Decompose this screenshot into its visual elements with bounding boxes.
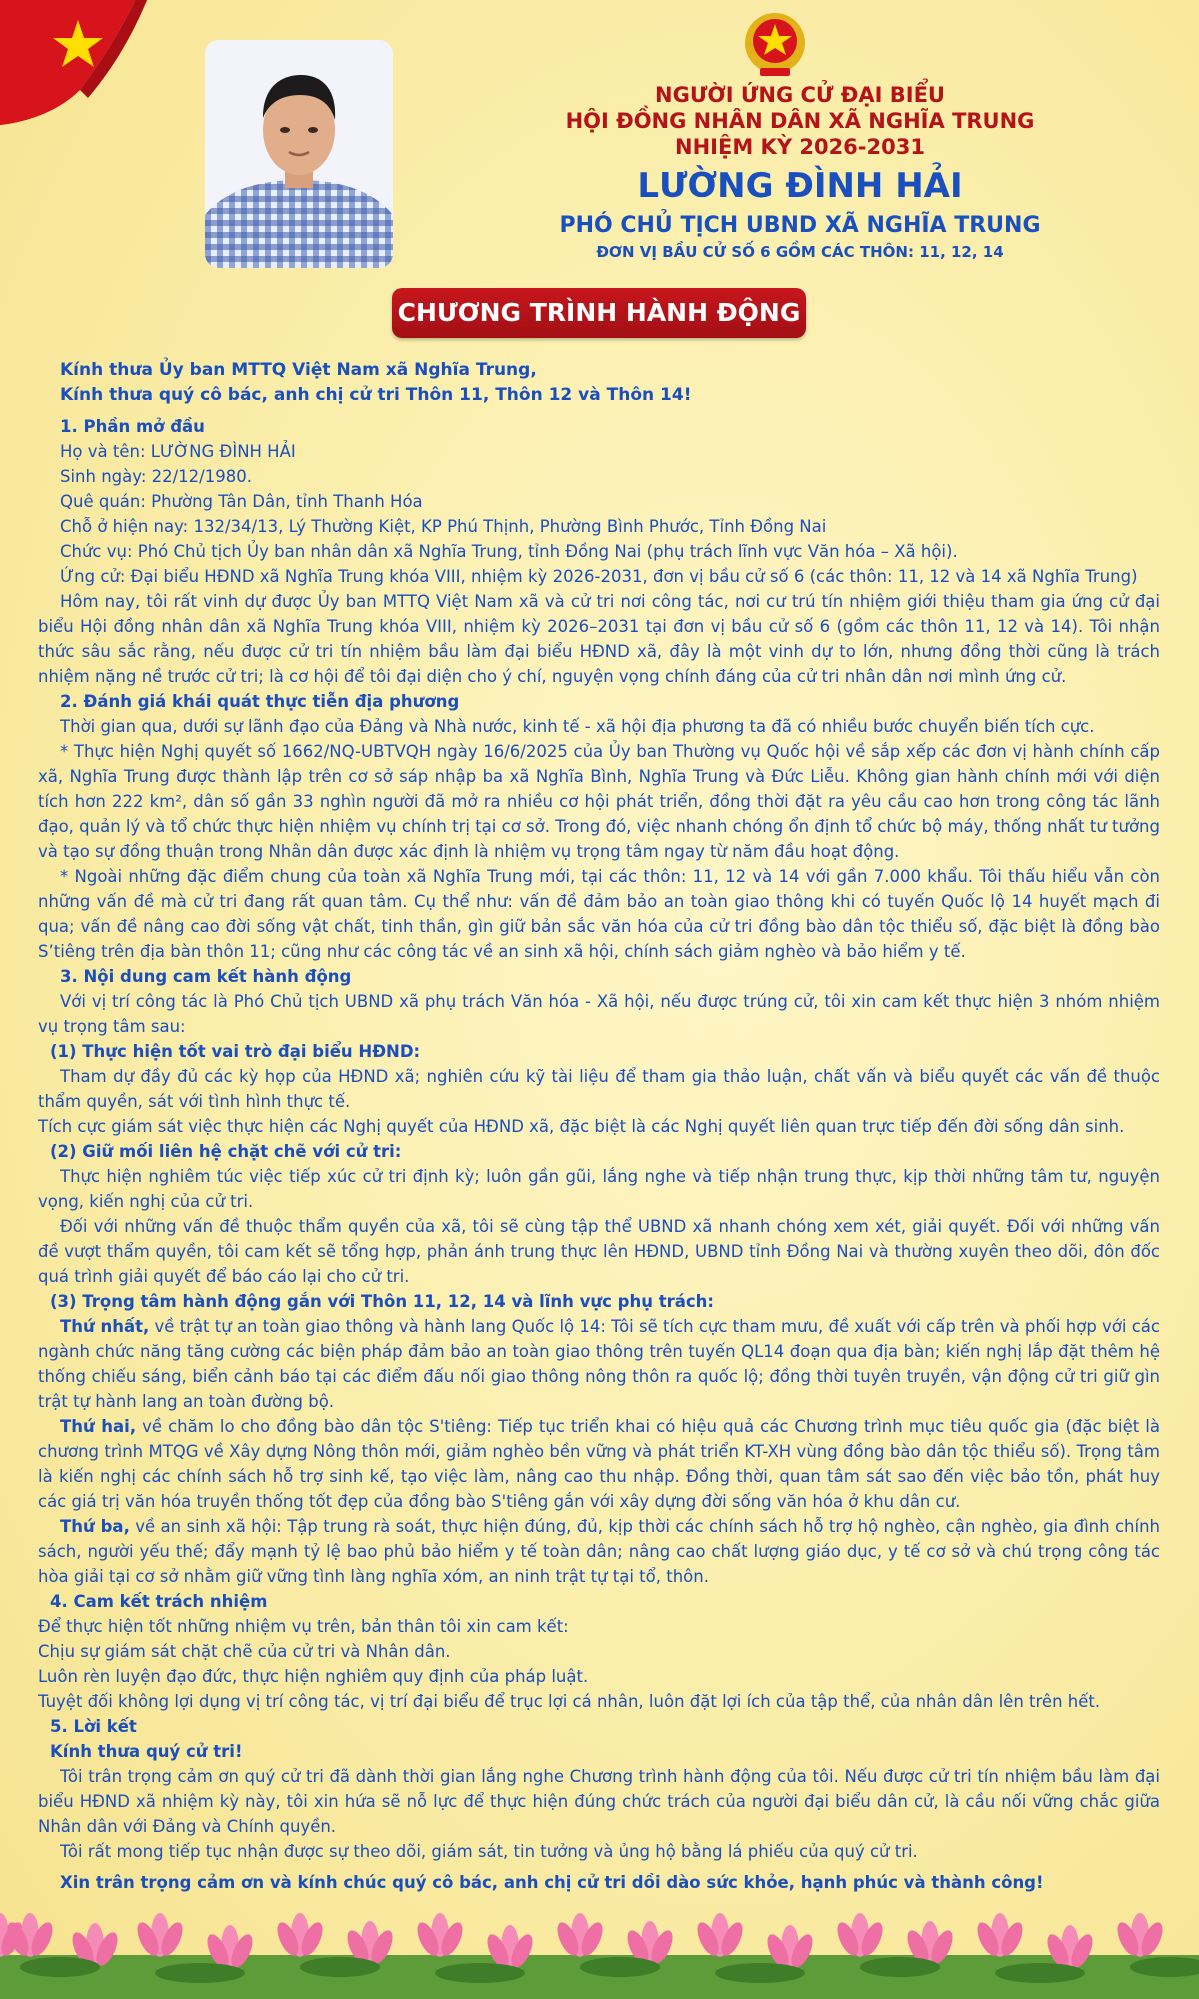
info-candidacy: Ứng cử: Đại biểu HĐND xã Nghĩa Trung khóa VIII, nhiệm kỳ 2026-2031, đơn vị bầu cử số 6 (các thôn: 11, 12 và 14 xã Nghĩa Trung): [60, 567, 1138, 586]
section-2-paragraph-3: * Ngoài những đặc điểm chung của toàn xã Nghĩa Trung mới, tại các thôn: 11, 12 và 14 với gần 7.000 khẩu. Tôi thấu hiểu vẫn còn những vấn đề mà cử tri đang rất quan tâm. Cụ thể như: vấn đề đảm bảo an toàn giao thông khi có tuyến Quốc lộ 14 huyết mạch đi qua; vấn đề nâng cao đời sống vật chất, tinh thần, gìn giữ bản sắc văn hóa của cử tri đồng bào dân tộc thiểu số, đặc biệt là đồng bào S’tiêng trên địa bàn thôn 11; cũng như các công tác về an sinh xã hội, chính sách giảm nghèo và bảo hiểm y tế.: [38, 867, 1160, 961]
lead-third: Thứ ba,: [60, 1517, 130, 1536]
section-2-title: 2. Đánh giá khái quát thực tiễn địa phương: [60, 692, 460, 711]
section-5-paragraph-2: Tôi rất mong tiếp tục nhận được sự theo dõi, giám sát, tin tưởng và ủng hộ bằng lá phiếu của quý cử tri.: [60, 1842, 918, 1861]
section-5-paragraph-1: Tôi trân trọng cảm ơn quý cử tri đã dành thời gian lắng nghe Chương trình hành động của tôi. Nếu được cử tri tín nhiệm bầu làm đại biểu HĐND xã nhiệm kỳ này, tôi xin hứa sẽ nỗ lực để thực hiện đúng chức trách của người đại biểu dân cử, là cầu nối vững chắc giữa Nhân dân với Đảng và Chính quyền.: [38, 1767, 1160, 1836]
commitment-intro: Để thực hiện tốt những nhiệm vụ trên, bản thân tôi xin cam kết:: [38, 1617, 569, 1636]
candidate-position: PHÓ CHỦ TỊCH UBND XÃ NGHĨA TRUNG: [559, 213, 1041, 238]
header-line-2: HỘI ĐỒNG NHÂN DÂN XÃ NGHĨA TRUNG: [565, 109, 1035, 133]
greeting-1: Kính thưa Ủy ban MTTQ Việt Nam xã Nghĩa Trung,: [60, 360, 537, 380]
vietnam-flag-icon: [0, 0, 160, 140]
section-3-paragraph: Với vị trí công tác là Phó Chủ tịch UBND xã phụ trách Văn hóa - Xã hội, nếu được trúng cử, tôi xin cam kết thực hiện 3 nhóm nhiệm vụ trọng tâm sau:: [38, 992, 1160, 1036]
section-3-2-title: (2) Giữ mối liên hệ chặt chẽ với cử tri:: [50, 1142, 402, 1161]
info-name: Họ và tên: LƯỜNG ĐÌNH HẢI: [60, 442, 296, 461]
header: [470, 82, 1130, 262]
header-line-3: NHIỆM KỲ 2026-2031: [675, 135, 925, 159]
section-3-1-paragraph-2: Tích cực giám sát việc thực hiện các Nghị quyết của HĐND xã, đặc biệt là các Nghị quyết liên quan trực tiếp đến đời sống dân sinh.: [38, 1117, 1125, 1136]
electoral-unit: ĐƠN VỊ BẦU CỬ SỐ 6 GỒM CÁC THÔN: 11, 12, 14: [596, 243, 1004, 261]
section-5-title: 5. Lời kết: [50, 1717, 137, 1736]
document-body: [38, 358, 1160, 1895]
info-position: Chức vụ: Phó Chủ tịch Ủy ban nhân dân xã Nghĩa Trung, tỉnh Đồng Nai (phụ trách lĩnh vực Văn hóa – Xã hội).: [60, 542, 958, 561]
info-birthdate: Sinh ngày: 22/12/1980.: [60, 467, 252, 486]
section-3-3-paragraph-3: [38, 1514, 1160, 1589]
section-5-greeting: Kính thưa quý cử tri!: [50, 1742, 243, 1761]
section-3-2-paragraph-2: Đối với những vấn đề thuộc thẩm quyền của xã, tôi sẽ cùng tập thể UBND xã nhanh chóng xem xét, giải quyết. Đối với những vấn đề vượt thẩm quyền, tôi cam kết sẽ tổng hợp, phản ánh trung thực lên HĐND, UBND tỉnh Đồng Nai và thường xuyên theo dõi, đôn đốc quá trình giải quyết để báo cáo lại cho cử tri.: [38, 1217, 1160, 1286]
section-3-3-paragraph-1: [38, 1314, 1160, 1414]
commitment-2: Luôn rèn luyện đạo đức, thực hiện nghiêm quy định của pháp luật.: [38, 1667, 589, 1686]
section-3-1-paragraph-1: Tham dự đầy đủ các kỳ họp của HĐND xã; nghiên cứu kỹ tài liệu để tham gia thảo luận, chất vấn và biểu quyết các vấn đề thuộc thẩm quyền, sát với tình hình thực tế.: [38, 1067, 1160, 1111]
section-3-2-paragraph-1: Thực hiện nghiêm túc việc tiếp xúc cử tri định kỳ; luôn gần gũi, lắng nghe và tiếp nhận trung thực, kịp thời những tâm tư, nguyện vọng, kiến nghị của cử tri.: [38, 1167, 1160, 1211]
section-1-title: 1. Phần mở đầu: [60, 417, 205, 436]
national-emblem-icon: [740, 10, 810, 80]
text-first: về trật tự an toàn giao thông và hành lang Quốc lộ 14: Tôi sẽ tích cực tham mưu, đề xuất với cấp trên và phối hợp với các ngành chức năng tăng cường các biện pháp đảm bảo an toàn giao thông trên tuyến QL14 đoạn qua địa bàn; kiến nghị lắp đặt thêm hệ thống chiếu sáng, biển cảnh báo tại các điểm đấu nối giao thông nông thôn ra quốc lộ; đồng thời tuyên truyền, vận động cử tri giữ gìn trật tự hành lang an toàn đường bộ.: [38, 1317, 1160, 1411]
section-3-title: 3. Nội dung cam kết hành động: [60, 967, 352, 986]
section-3-3-title: (3) Trọng tâm hành động gắn với Thôn 11, 12, 14 và lĩnh vực phụ trách:: [50, 1292, 715, 1311]
greeting-2: Kính thưa quý cô bác, anh chị cử tri Thôn 11, Thôn 12 và Thôn 14!: [60, 385, 692, 405]
section-1-paragraph: Hôm nay, tôi rất vinh dự được Ủy ban MTTQ Việt Nam xã và cử tri nơi công tác, nơi cư trú tín nhiệm giới thiệu tham gia ứng cử đại biểu Hội đồng nhân dân xã Nghĩa Trung khóa VIII, nhiệm kỳ 2026–2031 tại đơn vị bầu cử số 6 (gồm các thôn 11, 12 và 14). Tôi nhận thức sâu sắc rằng, nếu được cử tri tín nhiệm bầu làm đại biểu HĐND xã, đây là một vinh dự to lớn, nhưng đồng thời cũng là trách nhiệm nặng nề trước cử tri; là cơ hội để tôi đại diện cho ý chí, nguyện vọng chính đáng của cử tri nhân dân nơi mình ứng cử.: [38, 592, 1160, 686]
commitment-3: Tuyệt đối không lợi dụng vị trí công tác, vị trí đại biểu để trục lợi cá nhân, luôn đặt lợi ích của tập thể, của nhân dân lên trên hết.: [38, 1692, 1101, 1711]
info-residence: Chỗ ở hiện nay: 132/34/13, Lý Thường Kiệt, KP Phú Thịnh, Phường Bình Phước, Tỉnh Đồng Nai: [60, 517, 827, 536]
header-line-1: NGƯỜI ỨNG CỬ ĐẠI BIỂU: [655, 83, 945, 107]
section-3-3-paragraph-2: [38, 1414, 1160, 1514]
section-2-paragraph-1: Thời gian qua, dưới sự lãnh đạo của Đảng và Nhà nước, kinh tế - xã hội địa phương ta đã có nhiều bước chuyển biến tích cực.: [60, 717, 1095, 736]
info-hometown: Quê quán: Phường Tân Dân, tỉnh Thanh Hóa: [60, 492, 423, 511]
lead-first: Thứ nhất,: [60, 1317, 150, 1336]
lead-second: Thứ hai,: [60, 1417, 137, 1436]
commitment-1: Chịu sự giám sát chặt chẽ của cử tri và Nhân dân.: [38, 1642, 451, 1661]
text-third: về an sinh xã hội: Tập trung rà soát, thực hiện đúng, đủ, kịp thời các chính sách hỗ trợ hộ nghèo, cận nghèo, gia đình chính sách, người yếu thế; đẩy mạnh tỷ lệ bao phủ bảo hiểm y tế toàn dân; nâng cao chất lượng giáo dục, y tế cơ sở và chú trọng công tác hòa giải tại cơ sở nhằm giữ vững tình làng nghĩa xóm, an ninh trật tự tại tổ, thôn.: [38, 1517, 1160, 1586]
section-2-paragraph-2: * Thực hiện Nghị quyết số 1662/NQ-UBTVQH ngày 16/6/2025 của Ủy ban Thường vụ Quốc hội về sắp xếp các đơn vị hành chính cấp xã, Nghĩa Trung được thành lập trên cơ sở sáp nhập ba xã Nghĩa Bình, Nghĩa Trung và Đức Liễu. Không gian hành chính mới với diện tích hơn 222 km², dân số gần 33 nghìn người đã mở ra nhiều cơ hội phát triển, đồng thời đặt ra yêu cầu cao hơn trong công tác lãnh đạo, quản lý và tổ chức thực hiện nhiệm vụ chính trị tại cơ sở. Trong đó, việc nhanh chóng ổn định tổ chức bộ máy, thống nhất tư tưởng và tạo sự đồng thuận trong Nhân dân được xác định là nhiệm vụ trọng tâm ngay từ năm đầu hoạt động.: [38, 742, 1160, 861]
candidate-name: LƯỜNG ĐÌNH HẢI: [637, 166, 963, 206]
program-banner: CHƯƠNG TRÌNH HÀNH ĐỘNG: [392, 288, 806, 338]
lotus-flowers-decoration: [0, 1895, 1199, 1999]
section-4-title: 4. Cam kết trách nhiệm: [50, 1592, 268, 1611]
candidate-portrait: [205, 40, 393, 268]
closing-line: Xin trân trọng cảm ơn và kính chúc quý cô bác, anh chị cử tri dồi dào sức khỏe, hạnh phúc và thành công!: [60, 1873, 1044, 1892]
section-3-1-title: (1) Thực hiện tốt vai trò đại biểu HĐND:: [50, 1042, 421, 1061]
text-second: về chăm lo cho đồng bào dân tộc S'tiêng: Tiếp tục triển khai có hiệu quả các Chương trình mục tiêu quốc gia (đặc biệt là chương trình MTQG về Xây dựng Nông thôn mới, giảm nghèo bền vững và phát triển KT-XH vùng đồng bào dân tộc thiểu số). Trọng tâm là kiến nghị các chính sách hỗ trợ sinh kế, tạo việc làm, nâng cao thu nhập. Đồng thời, quan tâm sát sao đến việc bảo tồn, phát huy các giá trị văn hóa truyền thống tốt đẹp của đồng bào S'tiêng gắn với xây dựng đời sống văn hóa ở khu dân cư.: [38, 1417, 1160, 1511]
